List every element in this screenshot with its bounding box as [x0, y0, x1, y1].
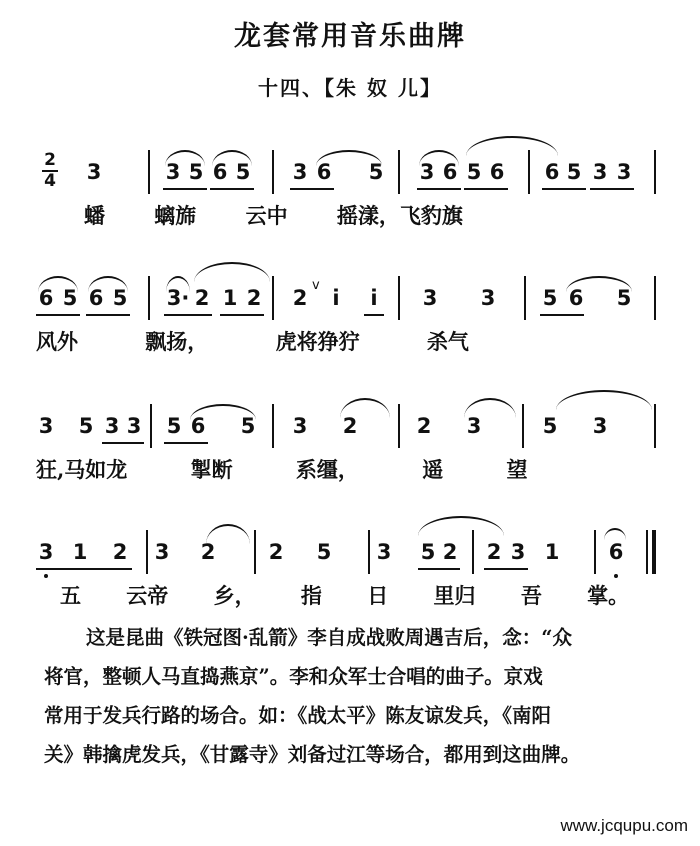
- note: 3: [592, 414, 608, 438]
- time-signature-bottom: 4: [44, 171, 56, 191]
- time-signature-top: 2: [44, 150, 56, 170]
- note: 1: [222, 286, 238, 310]
- note: 3: [104, 414, 120, 438]
- note: 5: [420, 540, 436, 564]
- note: 3: [154, 540, 170, 564]
- note: 6: [316, 160, 332, 184]
- note: 6: [190, 414, 206, 438]
- note: 2: [246, 286, 262, 310]
- watermark: www.jcqupu.com: [560, 816, 688, 835]
- note: 2: [416, 414, 432, 438]
- note: 3: [480, 286, 496, 310]
- note: 6: [212, 160, 228, 184]
- note: 2: [200, 540, 216, 564]
- note: 5: [542, 414, 558, 438]
- note: 3: [510, 540, 526, 564]
- note: 6: [568, 286, 584, 310]
- note: 5: [616, 286, 632, 310]
- note-line: 这是昆曲《铁冠图·乱箭》李自成战败周遇吉后，念：“众: [86, 626, 573, 649]
- note: 3: [86, 160, 102, 184]
- note: i: [370, 286, 378, 310]
- note: 5: [466, 160, 482, 184]
- note: 5: [166, 414, 182, 438]
- note: 6: [442, 160, 458, 184]
- note: 6: [38, 286, 54, 310]
- note: 6: [88, 286, 104, 310]
- note: 3: [592, 160, 608, 184]
- note: 5: [62, 286, 78, 310]
- note-line: 将官，整顿人马直捣燕京”。李和众军士合唱的曲子。京戏: [44, 665, 543, 688]
- note: 1: [544, 540, 560, 564]
- note: 3: [38, 414, 54, 438]
- note: 2: [194, 286, 210, 310]
- lyrics-line: 狂,马如龙 掣断 系缰， 遥 望: [36, 457, 528, 482]
- note: 2: [292, 286, 308, 310]
- note-line: 常用于发兵行路的场合。如：《战太平》陈友谅发兵，《南阳: [44, 704, 552, 727]
- time-signature: [40, 152, 60, 190]
- note: 3: [126, 414, 142, 438]
- note: 5: [78, 414, 94, 438]
- note: 3: [38, 540, 54, 564]
- note: 5: [566, 160, 582, 184]
- note: 6: [489, 160, 505, 184]
- note: 2: [268, 540, 284, 564]
- note: 5: [112, 286, 128, 310]
- page-title: 龙套常用音乐曲牌: [234, 21, 466, 52]
- note: 5: [368, 160, 384, 184]
- lyrics-line: 五 云帝 乡， 指 日 里归 吾 掌。: [60, 583, 630, 608]
- note: i: [332, 286, 340, 310]
- note: 2: [442, 540, 458, 564]
- note: 3: [376, 540, 392, 564]
- note-line: 关》韩擒虎发兵，《甘露寺》刘备过江等场合，都用到这曲牌。: [44, 743, 581, 766]
- note: 3: [292, 414, 308, 438]
- note: 2: [342, 414, 358, 438]
- note: 6: [608, 540, 624, 564]
- lyrics-line: 蟠 螭旆 云中 摇漾，飞豹旗: [84, 203, 463, 228]
- explanatory-note: [44, 618, 670, 774]
- note: 3: [419, 160, 435, 184]
- lyrics-line: 风外 飘扬， 虎将狰狞 杀气: [36, 329, 469, 354]
- note: 5: [188, 160, 204, 184]
- note: 3: [422, 286, 438, 310]
- note: 5: [316, 540, 332, 564]
- note: 3: [616, 160, 632, 184]
- breath-mark: v: [312, 278, 320, 293]
- note: 5: [240, 414, 256, 438]
- note: 5: [542, 286, 558, 310]
- note: 3: [292, 160, 308, 184]
- note: 6: [544, 160, 560, 184]
- note: 1: [72, 540, 88, 564]
- note: 3: [165, 160, 181, 184]
- note: 3·: [166, 286, 190, 310]
- note: 2: [486, 540, 502, 564]
- note: 5: [235, 160, 251, 184]
- note: 2: [112, 540, 128, 564]
- note: 3: [466, 414, 482, 438]
- piece-subtitle: 十四、【朱 奴 儿】: [258, 76, 442, 100]
